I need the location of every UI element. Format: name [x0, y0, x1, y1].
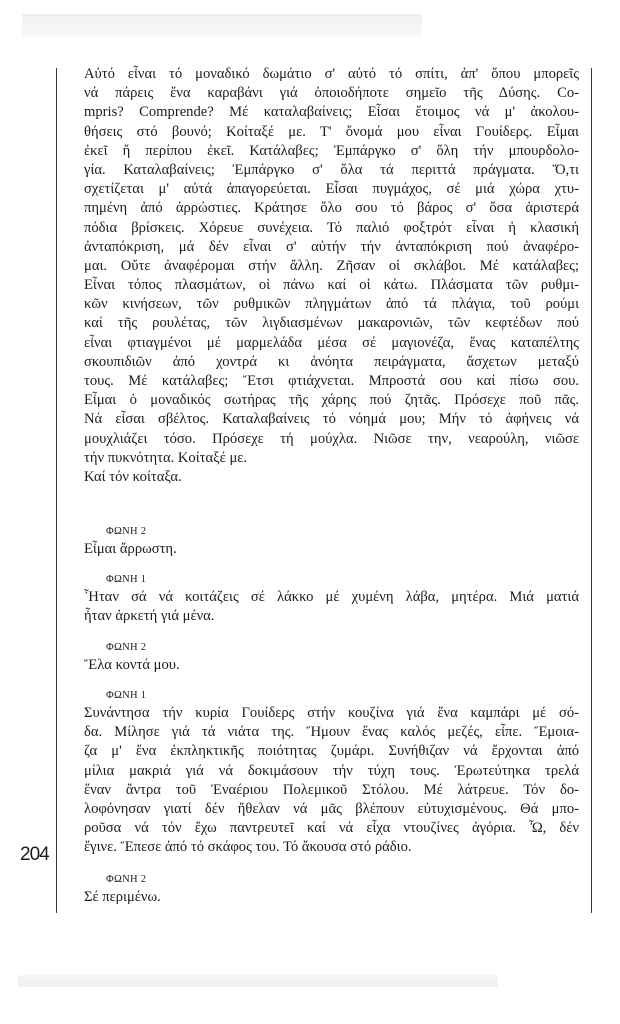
text-line: ἐκεῖ ἤ περίπου ἐκεῖ. Κατάλαβες; Ἐμπάργκο σ' ὅλη τήν μπουρδολο- — [84, 142, 579, 159]
text-line: Εἶμαι ὁ μοναδικός σωτήρας τῆς χάρης πού ζητᾶς. Πρόσεχε ποῦ πᾶς. — [84, 392, 579, 409]
text-line: Καί τόν κοίταξα. — [84, 468, 182, 485]
text-line: μουχλιάζει τόσο. Πρόσεχε τή μούχλα. Νιῶσε την, νεαρούλη, νιῶσε — [84, 430, 579, 447]
text-line: Αὐτό εἶναι τό μοναδικό δωμάτιο σ' αὐτό τό σπίτι, ἀπ' ὅπου μπορεῖς — [84, 66, 579, 82]
text-line: λοφόνησαν γιατί δέν ἤθελαν νά μᾶς βλέπουν εὐτυχισμένους. Θά μπο- — [84, 800, 579, 817]
dialogue-entry — [84, 572, 579, 626]
text-line: δα. Μίλησε γιά τά νιάτα της. Ἤμουν ἕνας καλός μεζές, εἶπε. Ἔμοια- — [84, 724, 579, 741]
text-line: νά πάρεις ἕνα καραβάνι γιά ὁποιοδήποτε σημεῖο τῆς Δύσης. Co- — [84, 85, 579, 102]
dialogue-entry — [84, 688, 579, 858]
text-line: πημένη ἀπό ἀρρώστιες. Κράτησε ὅλο σου τό βάρος σ' ὅσα ἀριστερά — [84, 200, 579, 217]
text-line: κῶν κινήσεων, τῶν ρυθμικῶν πληγμάτων ἀπό τά πλάγια, τοῦ ρούμι — [84, 296, 579, 313]
text-line: τήν πυκνότητα. Κοίταξέ με. — [84, 449, 248, 466]
text-line: Εἶμαι ἄρρωστη. — [84, 541, 177, 557]
scan-shadow-top — [22, 14, 422, 36]
dialogue-entry — [84, 872, 579, 907]
text-line: ζα μ' ἕνα ἐκπληκτικῆς ποιότητας ζυμάρι. Συνήθιζαν νά ἔρχονται ἀπό — [84, 743, 579, 760]
text-line: γία. Καταλαβαίνεις; Ἐμπάργκο σ' ὅλα τά περιττά πράγματα. Ὅ,τι — [84, 161, 579, 178]
text-line: καί τῆς ρουλέτας, τῶν λιγδιασμένων μακαρονιῶν, τῶν κεφτέδων πού — [84, 315, 579, 332]
text-line: ἀνταπόκριση, μά δέν εἶναι σ' αὐτήν τήν ἀνταπόκριση πού ἀναφέρο- — [84, 238, 579, 255]
text-line: μαι. Οὔτε ἀναφέρομαι στήν ἄλλη. Ζῆσαν οἱ σκλάβοι. Μέ κατάλαβες; — [84, 257, 579, 274]
text-line: Σέ περιμένω. — [84, 889, 161, 905]
scan-shadow-bottom — [18, 975, 498, 987]
text-line: mpris? Comprende? Μέ καταλαβαίνεις; Εἶσαι ἕτοιμος νά μ' ἀκολου- — [84, 104, 579, 121]
page-number: 204 — [20, 844, 49, 865]
speaker-label: ΦΩΝΗ 2 — [106, 526, 147, 537]
text-line: σκουπιδιῶν ἀπό χοντρά κι ἀνόητα πειράγματα, ἄσχετων μεταξύ — [84, 353, 579, 370]
text-line: Νά εἶσαι σβέλτος. Καταλαβαίνεις τό νόημά μου; Μήν τό ἀφήνεις νά — [84, 411, 579, 428]
text-line: Ἦταν σά νά κοιτάζεις σέ λάκκο μέ χυμένη λάβα, μητέρα. Μιά ματιά — [84, 589, 579, 605]
speaker-label: ΦΩΝΗ 2 — [106, 874, 147, 885]
speaker-label: ΦΩΝΗ 1 — [106, 574, 147, 585]
left-margin-rule — [56, 68, 57, 913]
right-margin-rule — [591, 68, 592, 913]
dialogue-entry — [84, 640, 579, 675]
text-line: Ἔλα κοντά μου. — [84, 657, 180, 673]
monologue-paragraph — [84, 65, 579, 487]
text-line: πόδια βρίσκεις. Χόρευε συνέχεια. Τό παλιό φοξτρότ εἶναι ἡ κλασική — [84, 219, 579, 236]
text-line: ἔγινε. Ἔπεσε ἀπό τό σκάφος του. Τό ἄκουσα στό ράδιο. — [84, 839, 412, 856]
text-line: ροῦσα νά τόν ἔχω παντρευτεῖ καί νά εἶχα ντουζίνες ἀγόρια. Ὦ, δέν — [84, 820, 579, 837]
text-line: τους. Μέ κατάλαβες; Ἔτσι φτιάχνεται. Μπροστά σου καί πίσω σου. — [84, 373, 579, 389]
text-line: Συνάντησα τήν κυρία Γουίδερς στήν κουζίνα γιά ἕνα καμπάρι μέ σό- — [84, 705, 579, 721]
speaker-label: ΦΩΝΗ 1 — [106, 690, 147, 701]
speaker-label: ΦΩΝΗ 2 — [106, 642, 147, 653]
text-line: ἦταν ἀρκετή γιά μένα. — [84, 608, 215, 625]
text-line: μίλια μακριά γιά νά δοκιμάσουν τήν τύχη τους. Ἐρωτεύτηκα τρελά — [84, 762, 579, 779]
text-line: ἕναν ἄντρα τοῦ Ἐναέριου Πολεμικοῦ Στόλου. Μέ λάτρευε. Τόν δο- — [84, 781, 579, 798]
text-line: εἶναι φτιαγμένοι μέ μαρμελάδα μέσα σέ μαγιονέζα, ἕνας καταπέλτης — [84, 334, 579, 351]
text-line: σχετίζεται μ' αὐτά ἀπαγορεύεται. Εἶσαι πυγμάχος, σέ μιά χώρα χτυ- — [84, 181, 579, 198]
text-line: Εἶναι τόπος πλασμάτων, οἱ πάνω καί οἱ κάτω. Πλάσματα τῶν ρυθμι- — [84, 277, 579, 294]
text-line: θήσεις στό βουνό; Κοίταξέ με. Τ' ὄνομά μου εἶναι Γουίδερς. Εἶμαι — [84, 123, 579, 140]
dialogue-entry — [84, 524, 579, 559]
